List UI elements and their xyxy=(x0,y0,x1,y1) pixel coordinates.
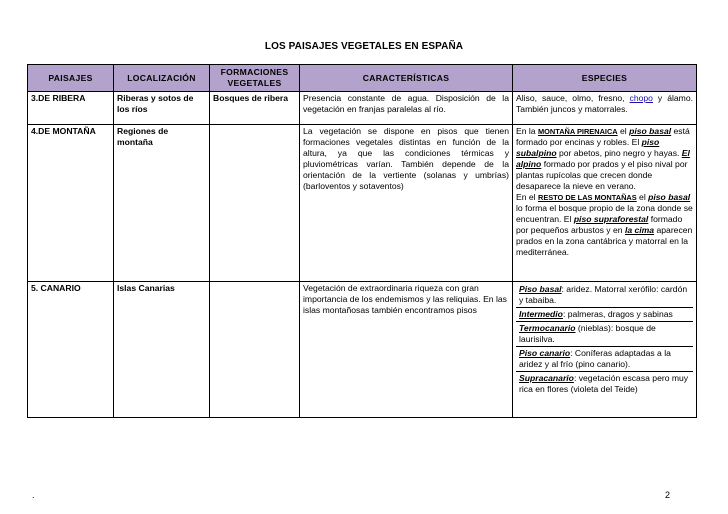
canario-piso xyxy=(516,283,693,308)
montana-text: lo forma el bosque propio de la zona donde se encuentran. El xyxy=(516,203,693,224)
canario-piso xyxy=(516,322,693,347)
montana-text: por abetos, pino negro y hayas. xyxy=(556,148,682,158)
chopo-link[interactable]: chopo xyxy=(629,93,653,103)
montana-piso-subalpino: piso subalpino xyxy=(516,137,660,158)
vegetation-table xyxy=(27,64,697,418)
header-row xyxy=(28,65,697,92)
montana-localizacion: Regiones de montaña xyxy=(114,125,210,282)
piso-texto: : vegetación escasa pero muy rica en flores (violeta del Teide) xyxy=(519,373,689,394)
piso-texto: : aridez. Matorral xerófilo: cardón y tabaiba. xyxy=(519,284,688,305)
row-montana xyxy=(28,125,697,282)
piso-nombre: Piso canario xyxy=(519,348,571,358)
row-canario xyxy=(28,282,697,418)
page-number: 2 xyxy=(665,490,671,500)
header-especies: ESPECIES xyxy=(513,65,697,92)
canario-caracteristicas: Vegetación de extraordinaria riqueza con gran importancia de los endemismos y las reliquias. En las islas montañosas también encontramos pisos xyxy=(300,282,513,418)
canario-piso xyxy=(516,372,693,396)
montana-text: aparecen prados en la zona cantábrica y matorral en la mediterránea. xyxy=(516,225,693,257)
ribera-caracteristicas: Presencia constante de agua. Disposición de la vegetación en franjas paralelas al río. xyxy=(300,92,513,125)
montana-caracteristicas: La vegetación se dispone en pisos que tienen formaciones vegetales distintas en función de la altura, ya que las condiciones térmicas y pluviométricas varían. También depende de la orientación de la vertiente (solanas y umbrías) (barloventos y sotaventos) xyxy=(300,125,513,282)
header-localizacion: LOCALIZACIÓN xyxy=(114,65,210,92)
footer-dot: . xyxy=(32,490,35,500)
canario-piso xyxy=(516,308,693,322)
row-ribera xyxy=(28,92,697,125)
piso-nombre: Supracanario xyxy=(519,373,574,383)
montana-paisaje: 4.DE MONTAÑA xyxy=(28,125,114,282)
header-paisajes: PAISAJES xyxy=(28,65,114,92)
montana-pirenaica: MONTAÑA PIRENAICA xyxy=(537,127,618,136)
montana-piso-basal: piso basal xyxy=(629,126,672,136)
montana-text: En el xyxy=(516,192,538,202)
piso-nombre: Intermedio xyxy=(519,309,563,319)
ribera-especies-post: y álamo. También juncos y matorrales. xyxy=(516,93,693,114)
page-title: LOS PAISAJES VEGETALES EN ESPAÑA xyxy=(264,41,464,52)
piso-texto: (nieblas): bosque de laurisilva. xyxy=(519,323,656,344)
montana-text: formado por pequeños arbustos y en xyxy=(516,214,683,235)
canario-paisaje: 5. CANARIO xyxy=(28,282,114,418)
montana-el-alpino: El alpino xyxy=(516,148,690,169)
montana-especies xyxy=(513,125,697,282)
ribera-formaciones: Bosques de ribera xyxy=(210,92,300,125)
montana-text: formado por prados y el piso nival por plantas rupícolas que crecen donde desaparece la nieve en verano. xyxy=(516,159,688,191)
montana-formaciones xyxy=(210,125,300,282)
montana-text: el xyxy=(617,126,630,136)
canario-piso xyxy=(516,347,693,372)
canario-formaciones xyxy=(210,282,300,418)
piso-texto: : palmeras, dragos y sabinas xyxy=(562,309,673,319)
montana-text: el xyxy=(636,192,649,202)
piso-nombre: Piso basal xyxy=(519,284,562,294)
ribera-especies xyxy=(513,92,697,125)
canario-especies xyxy=(513,282,697,418)
ribera-paisaje: 3.DE RIBERA xyxy=(28,92,114,125)
montana-text: está formado por encinas y robles. El xyxy=(516,126,690,147)
header-formaciones: FORMACIONES VEGETALES xyxy=(210,65,300,92)
header-caracteristicas: CARACTERÍSTICAS xyxy=(300,65,513,92)
canario-localizacion: Islas Canarias xyxy=(114,282,210,418)
ribera-localizacion: Riberas y sotos de los ríos xyxy=(114,92,210,125)
montana-piso-supraforestal: piso supraforestal xyxy=(573,214,649,224)
piso-nombre: Termocanario xyxy=(519,323,576,333)
montana-piso-basal-2: piso basal xyxy=(648,192,691,202)
montana-text: En la xyxy=(516,126,538,136)
montana-la-cima: la cima xyxy=(624,225,655,235)
piso-texto: : Coníferas adaptadas a la aridez y al frío (pino canario). xyxy=(519,348,671,369)
ribera-especies-pre: Aliso, sauce, olmo, fresno, xyxy=(516,93,630,103)
montana-resto: RESTO DE LAS MONTAÑAS xyxy=(537,193,637,202)
